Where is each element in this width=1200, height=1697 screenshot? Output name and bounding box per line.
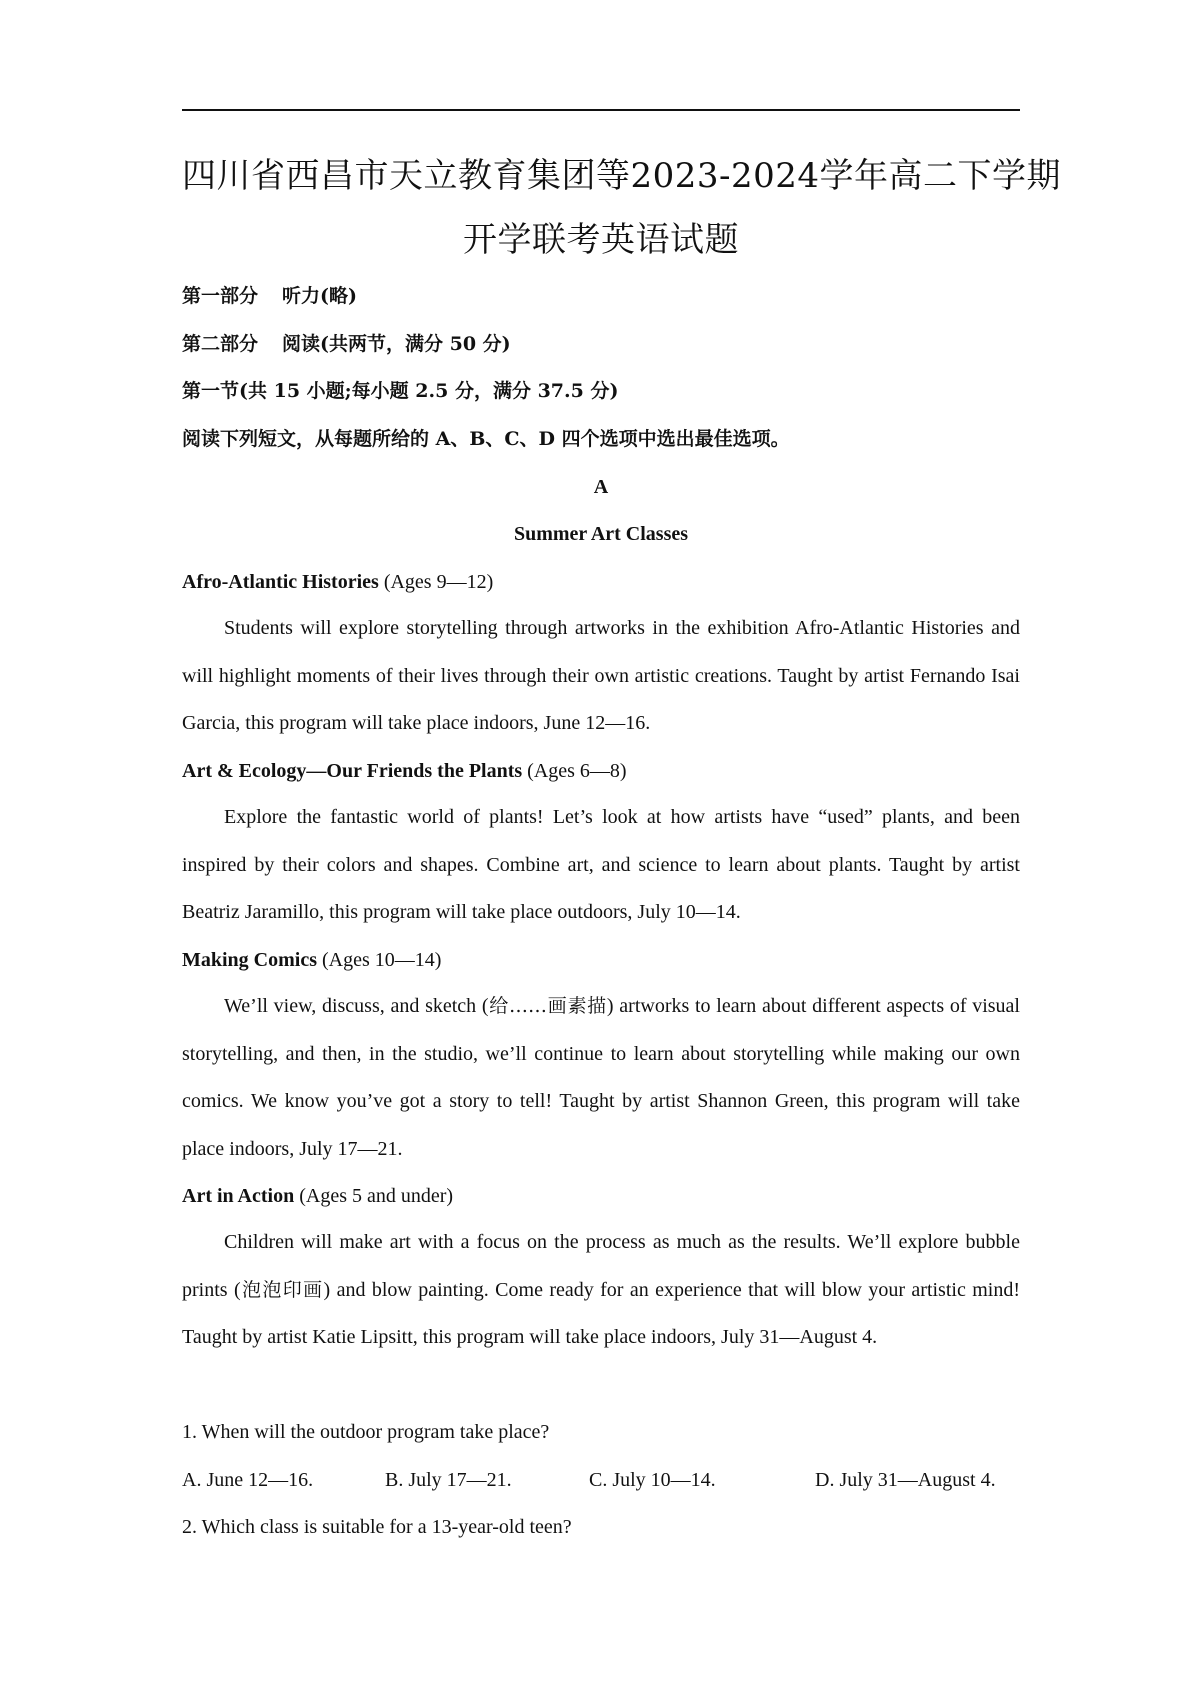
class-description: Explore the fantastic world of plants! Let’s look at how artists have “used” plants, and been inspired by their colors and shapes. Combine art, and science to learn about plants. Taught by artist Beatriz Jaramillo, this program will take place outdoors, July 10—14. (182, 806, 1020, 923)
section1-heading: 第一节(共 15 小题;每小题 2.5 分，满分 37.5 分) (182, 380, 619, 402)
option-d: D. July 31—August 4. (815, 1469, 996, 1491)
question-stem: 1. When will the outdoor program take place? (182, 1421, 550, 1443)
option-c: C. July 10—14. (589, 1469, 716, 1491)
exam-title-line1: 四川省西昌市天立教育集团等2023-2024学年高二下学期 (182, 156, 1062, 196)
class-heading (182, 1183, 453, 1209)
description-part: Children will make art with a focus on the process as much as the results. We’ll explore bubble prints ( (182, 1231, 1020, 1301)
class-name: Afro-Atlantic Histories (182, 571, 379, 593)
chinese-gloss: 给……画素描 (488, 995, 607, 1017)
class-heading (182, 569, 493, 595)
class-ages: (Ages 5 and under) (294, 1185, 454, 1207)
exam-title-line2: 开学联考英语试题 (463, 220, 739, 260)
class-ages: (Ages 9—12) (378, 571, 494, 593)
class-heading (182, 947, 441, 973)
passage-title: Summer Art Classes (513, 523, 689, 545)
class-description (182, 1219, 1020, 1362)
part1-title: 听力(略) (282, 285, 357, 307)
class-name: Art & Ecology—Our Friends the Plants (182, 760, 523, 782)
chinese-gloss: 泡泡印画 (240, 1278, 324, 1301)
description-part: We’ll view, discuss, and sketch ( (224, 995, 489, 1017)
part2-title: 阅读(共两节，满分 50 分) (282, 333, 511, 355)
part1-label: 第一部分 (182, 285, 259, 307)
part2-label: 第二部分 (182, 333, 259, 355)
class-ages: (Ages 10—14) (317, 949, 442, 971)
passage-letter: A (593, 476, 609, 498)
option-a: A. June 12—16. (182, 1469, 314, 1491)
option-b: B. July 17—21. (385, 1469, 512, 1491)
class-description (182, 983, 1020, 1173)
class-heading (182, 758, 627, 784)
class-name: Art in Action (182, 1185, 295, 1207)
description-part: ) artworks to learn about different aspects of visual storytelling, and then, in the studio, we’ll continue to learn about storytelling while making our own comics. We know you’ve got a story to tell! Taught by artist Shannon Green, this program will take place indoors, July 17—21. (182, 995, 1020, 1160)
class-name: Making Comics (182, 949, 317, 971)
part1-heading (182, 283, 357, 309)
top-rule (182, 109, 1020, 111)
class-description: Students will explore storytelling through artworks in the exhibition Afro-Atlantic Histories and will highlight moments of their lives through their own artistic creations. Taught by artist Fernando Isai Garcia, this program will take place indoors, June 12—16. (182, 617, 1020, 734)
part2-heading (182, 331, 511, 357)
description-part: ) and blow painting. Come ready for an experience that will blow your artistic mind! Taught by artist Katie Lipsitt, this program will take place indoors, July 31—August 4. (182, 1278, 1020, 1348)
instruction-text: 阅读下列短文，从每题所给的 A、B、C、D 四个选项中选出最佳选项。 (182, 428, 790, 450)
question-stem: 2. Which class is suitable for a 13-year-old teen? (182, 1516, 572, 1538)
class-ages: (Ages 6—8) (522, 760, 627, 782)
